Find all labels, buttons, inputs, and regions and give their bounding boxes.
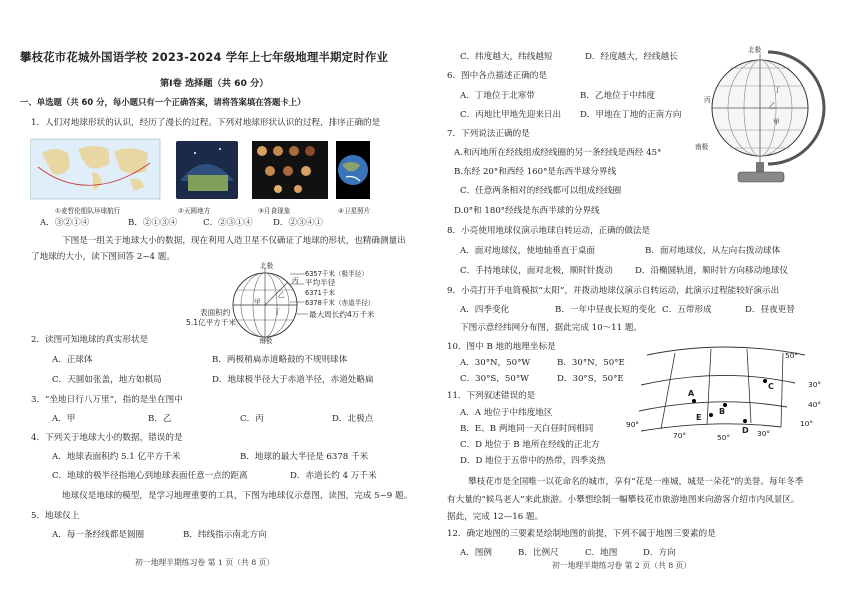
q6-option-b: B．乙地位于中纬度 <box>580 91 656 101</box>
point-d: D <box>742 426 749 435</box>
q5-option-d: D．经度越大，经线越长 <box>585 52 678 62</box>
q1-option-c: C．②③①④ <box>203 218 253 228</box>
section-heading: 第Ⅰ卷 选择题（共 60 分） <box>160 78 269 89</box>
q10-option-c: C．30°S，50°W <box>460 374 529 384</box>
globe2-ding: 丁 <box>774 86 781 94</box>
globe-point-yi: 乙 <box>278 291 285 299</box>
q3-option-b: B．乙 <box>148 414 172 424</box>
globe2-south: 南极 <box>695 143 709 151</box>
intro-2-4-line2: 了地球的大小，读下图回答 2~4 题。 <box>31 252 175 262</box>
q4-option-c: C．地球的极半径指地心到地球表面任意一点的距离 <box>52 471 248 481</box>
polar-radius-label: 6357千米（极半径） <box>305 270 368 278</box>
globe2-north: 北极 <box>748 46 762 54</box>
q11-option-c: C．D 地位于 B 地所在经线的正北方 <box>460 440 600 450</box>
q8-option-b: B．面对地球仪，从左向右拨动球体 <box>645 246 781 256</box>
equator-radius-label: 6378千米（赤道半径） <box>305 299 375 307</box>
q1-figure <box>30 137 370 207</box>
globe-north-label: 北极 <box>260 262 274 270</box>
q5-option-b: B．纬线指示南北方向 <box>183 530 267 540</box>
q7-option-b: B.东经 20°和西经 160°是东西半球分界线 <box>454 167 617 177</box>
q4-option-d: D．赤道长约 4 万千米 <box>290 471 377 481</box>
lon-70: 70° <box>673 431 687 440</box>
q1-option-d: D．②③④① <box>273 218 323 228</box>
intro-2-4-line1: 下图是一组关于地球大小的数据，现在利用人造卫星不仅确证了地球的形状，也精确测量出 <box>62 236 406 246</box>
intro-12-16-line2: 有大量的“候鸟老人”来此旅游。小攀想绘制一幅攀枝花市旅游地图来向游客介绍市内风景区。 <box>447 495 800 505</box>
q12-option-b: B．比例尺 <box>518 548 559 558</box>
intro-12-16-line1: 攀枝花市是全国唯一以花命名的城市，享有“花是一座城，城是一朵花”的美誉。每年冬季 <box>468 477 804 487</box>
mean-radius-label-2: 6371千米 <box>305 289 335 297</box>
question-1: 1．人们对地球形状的认识，经历了漫长的过程。下列对地球形状认识的过程，排序正确的是 <box>31 118 381 128</box>
surface-area-label-1: 表面积约 <box>200 308 231 317</box>
globe-south-label: 南极 <box>259 337 273 345</box>
q4-option-a: A．地球表面积约 5.1 亿平方千米 <box>52 452 181 462</box>
intro-10-11: 下图示意经纬网分布图，据此完成 10～11 题。 <box>460 323 643 333</box>
intro-5-9: 地球仪是地球的模型，是学习地理重要的工具，下图为地球仪示意图，读图，完成 5~9 题。 <box>62 491 413 501</box>
q2-option-a: A．正球体 <box>52 355 93 365</box>
page-2-footer: 初一地理半期练习卷 第 2 页（共 8 页） <box>552 561 692 570</box>
globe-point-bing: 丙 <box>292 277 299 285</box>
mean-radius-label-1: 平均半径 <box>305 278 336 287</box>
point-c: C <box>768 382 774 391</box>
caption-3: ③月食现象 <box>258 207 291 215</box>
caption-2: ②天圆地方 <box>178 207 211 215</box>
caption-4: ④卫星照片 <box>338 207 371 215</box>
globe-point-jia: 甲 <box>254 298 261 306</box>
q2-option-d: D．地球极半径大于赤道半径，赤道处略扁 <box>212 375 374 385</box>
globe-point-ding: 丁 <box>274 308 281 316</box>
q9-option-c: C．五带形成 <box>662 305 712 315</box>
globe2-jia: 甲 <box>773 118 780 126</box>
globe-figure <box>698 44 838 189</box>
q8-option-c: C．手持地球仪，面对北极，顺时针拨动 <box>460 266 613 276</box>
q7-option-d: D.0°和 180°经线是东西半球的分界线 <box>454 206 600 216</box>
q11-option-d: D．D 地位于五带中的热带，四季炎热 <box>460 456 606 466</box>
q1-option-a: A．③②①④ <box>40 218 90 228</box>
q10-option-a: A．30°N，50°W <box>460 358 531 368</box>
lon-90: 90° <box>626 420 640 429</box>
lon-30: 30° <box>757 429 771 438</box>
globe-diagram <box>698 44 838 189</box>
q1-images <box>30 137 370 207</box>
q4-option-b: B．地球的最大半径是 6378 千米 <box>240 452 369 462</box>
question-10: 10．图中 B 地的地理坐标是 <box>447 342 556 352</box>
q9-option-b: B．一年中昼夜长短的变化 <box>555 305 656 315</box>
q5-option-a: A．每一条经线都是圆圈 <box>52 530 145 540</box>
question-11: 11．下列叙述错误的是 <box>447 391 536 401</box>
question-5: 5．地球仪上 <box>31 511 80 521</box>
q10-option-b: B．30°N，50°E <box>557 358 625 368</box>
question-7: 7．下列说法正确的是 <box>447 129 530 139</box>
q8-option-d: D．沿椭圆轨道，顺时针方向移动地球仪 <box>635 266 788 276</box>
page-2 <box>430 0 860 607</box>
q3-option-d: D．北极点 <box>332 414 374 424</box>
question-9: 9．小亮打开手电筒模拟“太阳”，并拨动地球仪演示自转运动，此演示过程能较好演示出 <box>447 286 780 296</box>
lat-50-top: 50° <box>785 351 799 360</box>
q7-option-a: A.和丙地所在经线组成经线圈的另一条经线是西经 45° <box>454 148 662 158</box>
q7-option-c: C．任意两条相对的经线都可以组成经线圈 <box>460 186 622 196</box>
circumference-label: 最大周长约4万千米 <box>309 310 375 319</box>
question-3: 3．“坐地日行八万里”，指的是坐在图中 <box>31 395 183 405</box>
q12-option-a: A．图例 <box>460 548 492 558</box>
question-4: 4．下列关于地球大小的数据，错误的是 <box>31 433 183 443</box>
q9-option-a: A．四季变化 <box>460 305 510 315</box>
surface-area-label-2: 5.1亿平方千米 <box>186 318 237 327</box>
point-e: E <box>696 413 702 422</box>
q2-option-c: C．天圆如张盖，地方如棋局 <box>52 375 162 385</box>
globe2-yi: 乙 <box>769 102 776 110</box>
q6-option-d: D．甲地在丁地的正南方向 <box>580 110 682 120</box>
question-8: 8．小亮使用地球仪演示地球自转运动，正确的做法是 <box>447 226 651 236</box>
q10-option-d: D．30°S，50°E <box>557 374 624 384</box>
q3-option-a: A．甲 <box>52 414 76 424</box>
point-b: B <box>719 407 726 416</box>
lat-10: 10° <box>800 419 814 428</box>
q3-option-c: C．丙 <box>240 414 264 424</box>
q12-option-d: D．方向 <box>643 548 676 558</box>
intro-12-16-line3: 据此，完成 12—16 题。 <box>447 512 544 522</box>
q11-option-b: B．E、B 两地同一天白昼时间相同 <box>460 424 594 434</box>
caption-1: ①麦哲伦船队环球航行 <box>55 207 121 215</box>
q6-option-c: C．丙地比甲地先迎来日出 <box>460 110 562 120</box>
graticule-diagram <box>635 345 810 445</box>
q11-option-a: A．A 地位于中纬度地区 <box>460 408 553 418</box>
lon-50: 50° <box>717 433 731 442</box>
q6-option-a: A．丁地位于北寒带 <box>460 91 535 101</box>
globe2-bing: 丙 <box>704 96 711 104</box>
q2-option-b: B．两极稍扁赤道略鼓的不规则球体 <box>212 355 348 365</box>
q5-option-c: C．纬度越大，纬线越短 <box>460 52 553 62</box>
question-6: 6．图中各点描述正确的是 <box>447 71 547 81</box>
graticule-figure <box>635 345 810 445</box>
lon-40: 40° <box>808 400 822 409</box>
instructions: 一、单选题（共 60 分，每小题只有一个正确答案，请将答案填在答题卡上） <box>20 97 306 107</box>
question-12: 12．确定地图的三要素是绘制地图的前提，下列不属于地图三要素的是 <box>447 529 716 539</box>
lat-30: 30° <box>808 380 822 389</box>
q12-option-c: C．地图 <box>585 548 618 558</box>
question-2: 2．读图可知地球的真实形状是 <box>31 335 149 345</box>
exam-title: 攀枝花市花城外国语学校 2023-2024 学年上七年级地理半期定时作业 <box>20 50 389 64</box>
q1-option-b: B．②①③④ <box>128 218 178 228</box>
q8-option-a: A．面对地球仪，使地轴垂直于桌面 <box>460 246 596 256</box>
point-a: A <box>688 389 695 398</box>
page-1-footer: 初一地理半期练习卷 第 1 页（共 8 页） <box>135 558 275 567</box>
q9-option-d: D．昼夜更替 <box>745 305 795 315</box>
